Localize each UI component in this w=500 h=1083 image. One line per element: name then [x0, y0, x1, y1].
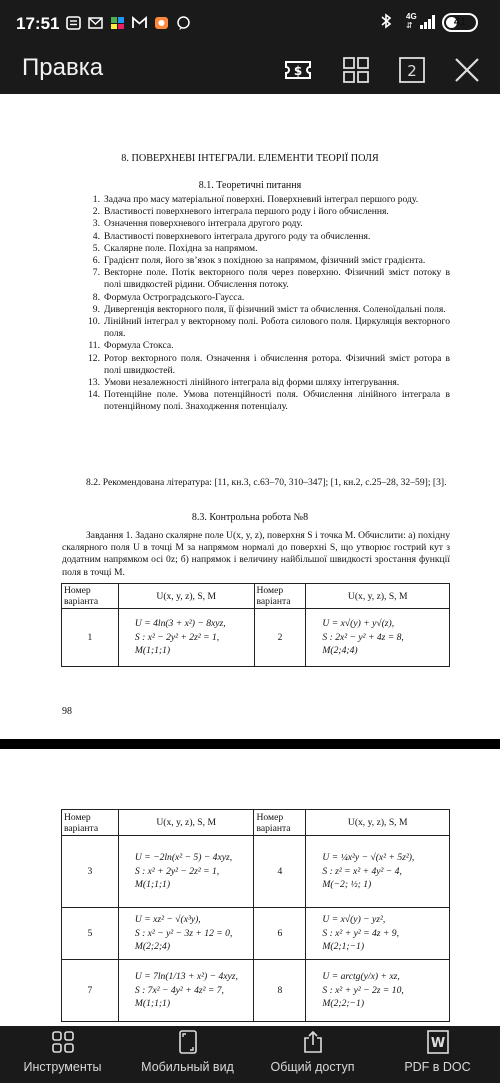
question-number: 8.: [92, 291, 100, 303]
question-number: 11.: [88, 340, 100, 352]
mobile-view-button[interactable]: [125, 1026, 250, 1083]
table-row: [62, 836, 450, 908]
question-list: [82, 194, 450, 414]
gmail-icon: [132, 16, 147, 30]
question-number: 12.: [88, 352, 100, 364]
formula-line: S : 7x² − 4y² + 4z² = 7,: [134, 984, 224, 996]
page-number: 98: [62, 706, 72, 717]
formula-line: S : x² + 2y² − 2z² = 1,: [134, 865, 220, 877]
battery-icon: [442, 13, 478, 32]
app-bar: [0, 46, 500, 94]
question-item: [82, 231, 450, 243]
question-number: 4.: [92, 230, 100, 242]
question-text: Задача про масу матеріальної поверхні. Поверхневий інтеграл першого роду.: [104, 194, 419, 205]
formula-line: U = x√(y) − yz²,: [322, 914, 386, 926]
formula-line: M(1;1;1): [134, 879, 171, 891]
question-item: [82, 340, 450, 352]
mobile-view-label: Мобильный вид: [141, 1060, 234, 1074]
formula-line: S : 2x² − y² + 4z = 8,: [322, 631, 404, 643]
table-row: [62, 609, 450, 667]
question-number: 6.: [92, 255, 100, 267]
question-item: [82, 243, 450, 255]
document-viewer[interactable]: [0, 94, 500, 1026]
column-header: U(x, y, z), S, M: [306, 810, 450, 836]
question-text: Формула Остроградського-Гаусса.: [104, 291, 245, 303]
mail-icon: [88, 16, 103, 30]
tools-icon: [50, 1030, 76, 1054]
variants-table-page2: [61, 809, 450, 1022]
variant-formulas: [306, 908, 450, 960]
question-text: Скалярне поле. Похідна за напрямом.: [104, 242, 258, 254]
column-header: U(x, y, z), S, M: [118, 810, 254, 836]
network-type: 4G ⇵: [406, 12, 417, 30]
question-text: Дивергенція векторного поля, її фізичний зміст та обчислення. Соленоїдальні поля.: [104, 303, 446, 315]
pdf-page-98: [0, 94, 500, 739]
question-text: Векторне поле. Потік векторного поля через поверхню. Фізичний зміст потоку в полі швидкостей рідини. Обчислення потоку.: [104, 267, 450, 291]
question-text: Потенційне поле. Умова потенційності поля. Обчислення лінійного інтеграла в потенційному полі. Знаходження потенціалу.: [104, 389, 450, 413]
variant-formulas: [118, 836, 254, 908]
status-bar: [0, 0, 500, 46]
message-icon: [66, 16, 81, 30]
formula-line: S : x² + y² = 4z + 9,: [322, 927, 399, 939]
question-item: [82, 255, 450, 267]
column-header: Номер варіанта: [62, 810, 119, 836]
question-item: [82, 194, 450, 206]
formula-line: S : x² − y² − 3z + 12 = 0,: [134, 927, 233, 939]
mobile-view-icon: [175, 1030, 201, 1054]
tools-button[interactable]: [0, 1026, 125, 1083]
formula-line: M(2;2;4): [134, 941, 171, 953]
column-header: Номер варіанта: [254, 584, 306, 609]
question-text: Умови незалежності лінійного інтеграла від форми шляху інтегрування.: [104, 377, 400, 389]
formula-line: U = 7ln(1/13 + x²) − 4xyz,: [134, 971, 238, 983]
column-header: U(x, y, z), S, M: [118, 584, 254, 609]
table-row: [62, 908, 450, 960]
notification-app-icon: [154, 16, 169, 30]
share-label: Общий доступ: [270, 1060, 355, 1074]
question-item: [82, 218, 450, 230]
viber-icon: [176, 16, 191, 30]
formula-line: U = −2ln(x² − 5) − 4xyz,: [134, 852, 233, 864]
variant-formulas: [118, 609, 254, 667]
variant-formulas: [306, 836, 450, 908]
variants-table-page1: [61, 583, 450, 667]
question-number: 10.: [88, 316, 100, 328]
formula-line: S : x² + y² − 2z = 10,: [322, 984, 404, 996]
control-work-title: 8.3. Контрольна робота №8: [191, 512, 309, 523]
formula-line: U = arctg(y/x) + xz,: [322, 971, 400, 983]
variant-formulas: [118, 960, 254, 1022]
variant-formulas: [306, 960, 450, 1022]
question-item: [82, 389, 450, 413]
literature-paragraph: 8.2. Рекомендована література: [11, кн.3, с.63–70, 310–347]; [1, кн.2, с.25–28, 32–59]; [3].: [86, 477, 447, 488]
question-number: 3.: [92, 218, 100, 230]
column-header: Номер варіанта: [254, 810, 306, 836]
variant-number: 7: [62, 960, 119, 1022]
variant-number: 4: [254, 836, 306, 908]
variant-number: 5: [62, 908, 119, 960]
question-item: [82, 316, 450, 340]
question-number: 5.: [92, 242, 100, 254]
close-icon[interactable]: [451, 54, 483, 86]
column-header: Номер варіанта: [62, 584, 119, 609]
question-number: 13.: [88, 377, 100, 389]
variant-number: 3: [62, 836, 119, 908]
question-item: [82, 377, 450, 389]
pdf-page-99: [0, 749, 500, 1026]
task-paragraph: Завдання 1. Задано скалярне поле U(x, y, z), поверхня S і точка M. Обчислити: а) похідну скалярного поля U в точці M за напрямом нормалі до поверхні S, що утворює гострий кут з додатним напрямком осі 0z; б) напрямок і величину найбільшої швидкості зростання функції поля в точці M.: [62, 530, 450, 578]
table-row: [62, 960, 450, 1022]
formula-line: U = xz² − √(x³y),: [134, 914, 201, 926]
page-separator: [0, 739, 500, 749]
variant-number: 2: [254, 609, 306, 667]
tools-label: Инструменты: [23, 1060, 102, 1074]
svg-text:2: 2: [407, 62, 417, 80]
question-text: Градієнт поля, його зв’язок з похідною за напрямом, фізичний зміст градієнта.: [104, 255, 426, 267]
chapter-title: 8. ПОВЕРХНЕВІ ІНТЕГРАЛИ. ЕЛЕМЕНТИ ТЕОРІЇ ПОЛЯ: [121, 153, 379, 164]
question-text: Лінійний інтеграл у векторному полі. Робота силового поля. Циркуляція векторного поля.: [104, 316, 450, 340]
variant-formulas: [118, 908, 254, 960]
svg-text:$: $: [293, 64, 303, 78]
variant-formulas: [306, 609, 450, 667]
clock: 17:51: [16, 14, 60, 33]
question-number: 1.: [92, 194, 100, 205]
question-number: 14.: [88, 389, 100, 401]
question-number: 2.: [92, 206, 100, 218]
share-button[interactable]: [250, 1026, 375, 1083]
question-text: Властивості поверхневого інтеграла другого роду та обчислення.: [104, 230, 371, 242]
question-item: [82, 267, 450, 291]
variant-number: 6: [254, 908, 306, 960]
pdf-to-doc-label: PDF в DOC: [404, 1060, 471, 1074]
grid-view-icon[interactable]: [340, 54, 372, 86]
formula-line: U = 4ln(3 + x²) − 8xyz,: [134, 618, 226, 630]
pdf-to-doc-button[interactable]: [375, 1026, 500, 1083]
share-icon: [300, 1030, 326, 1054]
variant-number: 8: [254, 960, 306, 1022]
section-title: 8.1. Теоретичні питання: [198, 180, 302, 191]
question-number: 7.: [92, 267, 100, 279]
formula-line: M(1;1;1): [134, 998, 171, 1010]
bluetooth-icon: [380, 13, 392, 33]
app-icon: [110, 16, 125, 30]
premium-icon[interactable]: [282, 54, 314, 86]
formula-line: M(2;2;−1): [322, 998, 365, 1010]
formula-line: M(2;1;−1): [322, 941, 365, 953]
question-item: [82, 353, 450, 377]
pdf-to-doc-icon: [425, 1030, 451, 1054]
battery-percent: 41: [453, 16, 467, 28]
formula-line: U = x√(y) + y√(z),: [322, 618, 395, 630]
question-item: [82, 304, 450, 316]
question-text: Формула Стокса.: [104, 340, 174, 352]
question-text: Ротор векторного поля. Означення і обчислення ротора. Фізичний зміст ротора в полі швидкостей.: [104, 352, 450, 376]
question-item: [82, 292, 450, 304]
page-counter-icon[interactable]: [396, 54, 428, 86]
question-text: Властивості поверхневого інтеграла першого роду і його обчислення.: [104, 206, 389, 218]
question-number: 9.: [92, 303, 100, 315]
question-item: [82, 206, 450, 218]
page-title: Правка: [22, 54, 104, 81]
bottom-toolbar: [0, 1026, 500, 1083]
formula-line: M(2;4;4): [322, 645, 358, 657]
formula-line: M(−2; ½; 1): [322, 879, 372, 891]
formula-line: U = ¼x²y − √(x² + 5z²),: [322, 852, 415, 864]
formula-line: M(1;1;1): [134, 645, 171, 657]
formula-line: S : x² − 2y² + 2z² = 1,: [134, 631, 220, 643]
variant-number: 1: [62, 609, 119, 667]
column-header: U(x, y, z), S, M: [306, 584, 450, 609]
svg-text:W: W: [430, 1036, 446, 1051]
signal-icon: [420, 15, 436, 29]
formula-line: S : z² = x² + 4y² − 4,: [322, 865, 402, 877]
question-text: Означення поверхневого інтеграла другого роду.: [104, 218, 303, 230]
